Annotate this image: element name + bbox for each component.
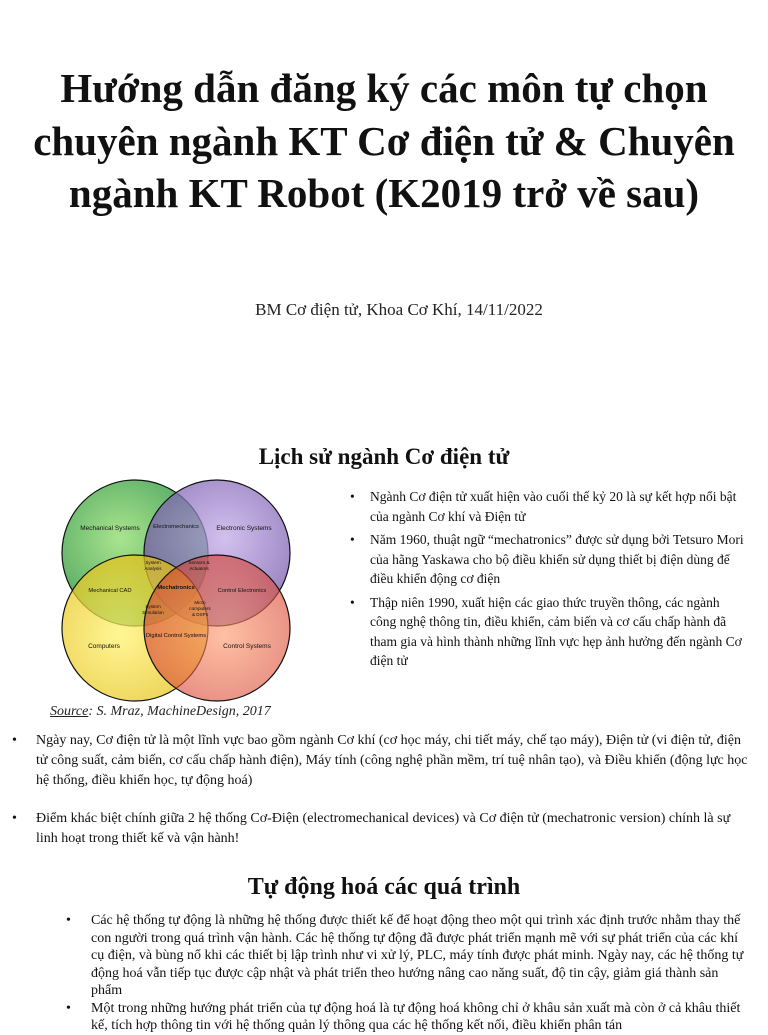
source-label: Source xyxy=(50,704,89,719)
venn-label-sensors-2: Actuators xyxy=(189,566,209,571)
venn-label-simulation-2: Simulation xyxy=(142,610,164,615)
venn-label-simulation-1: System xyxy=(145,604,161,609)
list-item: • Ngày nay, Cơ điện tử là một lĩnh vực bao gồm ngành Cơ khí (cơ học máy, chi tiết máy, chế tạo máy), Điện tử (vi điện tử, điện tử công suất, cảm biến, cơ cấu chấp hành điện), Máy tính (công nghệ phần mềm, trí tuệ nhân tạo), và Điều khiển (động lực học hệ thống, điều khiển học, tự động hoá) xyxy=(10,731,748,791)
venn-label-mechanical-cad: Mechanical CAD xyxy=(88,588,132,594)
venn-label-control-systems: Control Systems xyxy=(223,643,271,650)
history-heading: Lịch sử ngành Cơ điện tử xyxy=(258,444,510,469)
venn-label-mechanical-systems: Mechanical Systems xyxy=(80,525,140,532)
list-item: • Điểm khác biệt chính giữa 2 hệ thống Cơ-Điện (electromechanical devices) và Cơ điện tử (mechatronic version) chính là sự linh hoạt trong thiết kế và vận hành! xyxy=(10,809,748,849)
history-bullet-list xyxy=(330,487,748,675)
venn-label-digital-control-systems: Digital Control Systems xyxy=(145,633,207,639)
automation-bullet-list xyxy=(66,912,748,1035)
page-subtitle: BM Cơ điện tử, Khoa Cơ Khí, 14/11/2022 xyxy=(255,300,543,319)
venn-label-sensors-1: Sensors & xyxy=(188,560,210,565)
list-item: • Năm 1960, thuật ngữ “mechatronics” được sử dụng bởi Tetsuro Mori của hãng Yaskawa cho bộ điều khiển sử dụng thiết bị điện dùng để điều khiển động cơ điện xyxy=(330,530,748,589)
list-item: • Ngành Cơ điện tử xuất hiện vào cuối thế kỷ 20 là sự kết hợp nổi bật của ngành Cơ khí và Điện tử xyxy=(330,487,748,526)
venn-label-micro-2: computers xyxy=(189,606,211,611)
automation-heading: Tự động hoá các quá trình xyxy=(247,874,521,900)
venn-label-electronic-systems: Electronic Systems xyxy=(216,525,272,532)
page-title: Hướng dẫn đăng ký các môn tự chọn chuyên ngành KT Cơ điện tử & Chuyên ngành KT Robot (K2019 trở về sau) xyxy=(33,65,735,216)
control-systems-circle xyxy=(144,555,290,701)
venn-label-mechatronics: Mechatronics xyxy=(157,585,195,591)
list-item: • Một trong những hướng phát triển của tự động hoá là tự động hoá không chỉ ở khâu sản xuất mà còn ở cả khâu thiết kế, tích hợp thông tin với hệ thống quản lý thông qua các hệ thống kết nối, điều khiển phân tán xyxy=(66,1000,748,1035)
venn-label-control-electronics: Control Electronics xyxy=(217,588,267,594)
list-item: • Thập niên 1990, xuất hiện các giao thức truyền thông, các ngành công nghệ thông tin, điều khiển, cảm biến và cơ cấu chấp hành đã tham gia và hình thành những lĩnh vực hẹp ảnh hưởng đến ngành Cơ điện tử xyxy=(330,593,748,671)
venn-label-system-analysis-2: Analysis xyxy=(144,566,162,571)
intro-bullet-list xyxy=(10,731,748,867)
venn-label-micro-3: & DSPs xyxy=(191,612,209,617)
diagram-source xyxy=(50,704,271,720)
source-text: : S. Mraz, MachineDesign, 2017 xyxy=(88,704,271,719)
venn-label-system-analysis-1: System xyxy=(145,560,161,565)
venn-label-micro-1: Micro xyxy=(194,600,206,605)
mechatronics-venn-diagram xyxy=(52,478,312,708)
venn-label-computers: Computers xyxy=(88,643,120,650)
venn-label-electromechanics: Electromechanics xyxy=(153,524,199,530)
list-item: • Các hệ thống tự động là những hệ thống được thiết kế để hoạt động theo một qui trình xác định trước nhằm thay thế con người trong quá trình vận hành. Các hệ thống tự động đã được phát triển mạnh mẽ với sự phát triển của các khí cụ điện, và bùng nổ khi các thiết bị lập trình như vi xử lý, PLC, máy tính được phát minh. Ngày nay, các hệ thống tự động hoá vẫn tiếp tục được cập nhật và phát triển theo hướng nâng cao năng suất, độ tin cậy, giảm giá thành sản phẩm xyxy=(66,912,748,1000)
